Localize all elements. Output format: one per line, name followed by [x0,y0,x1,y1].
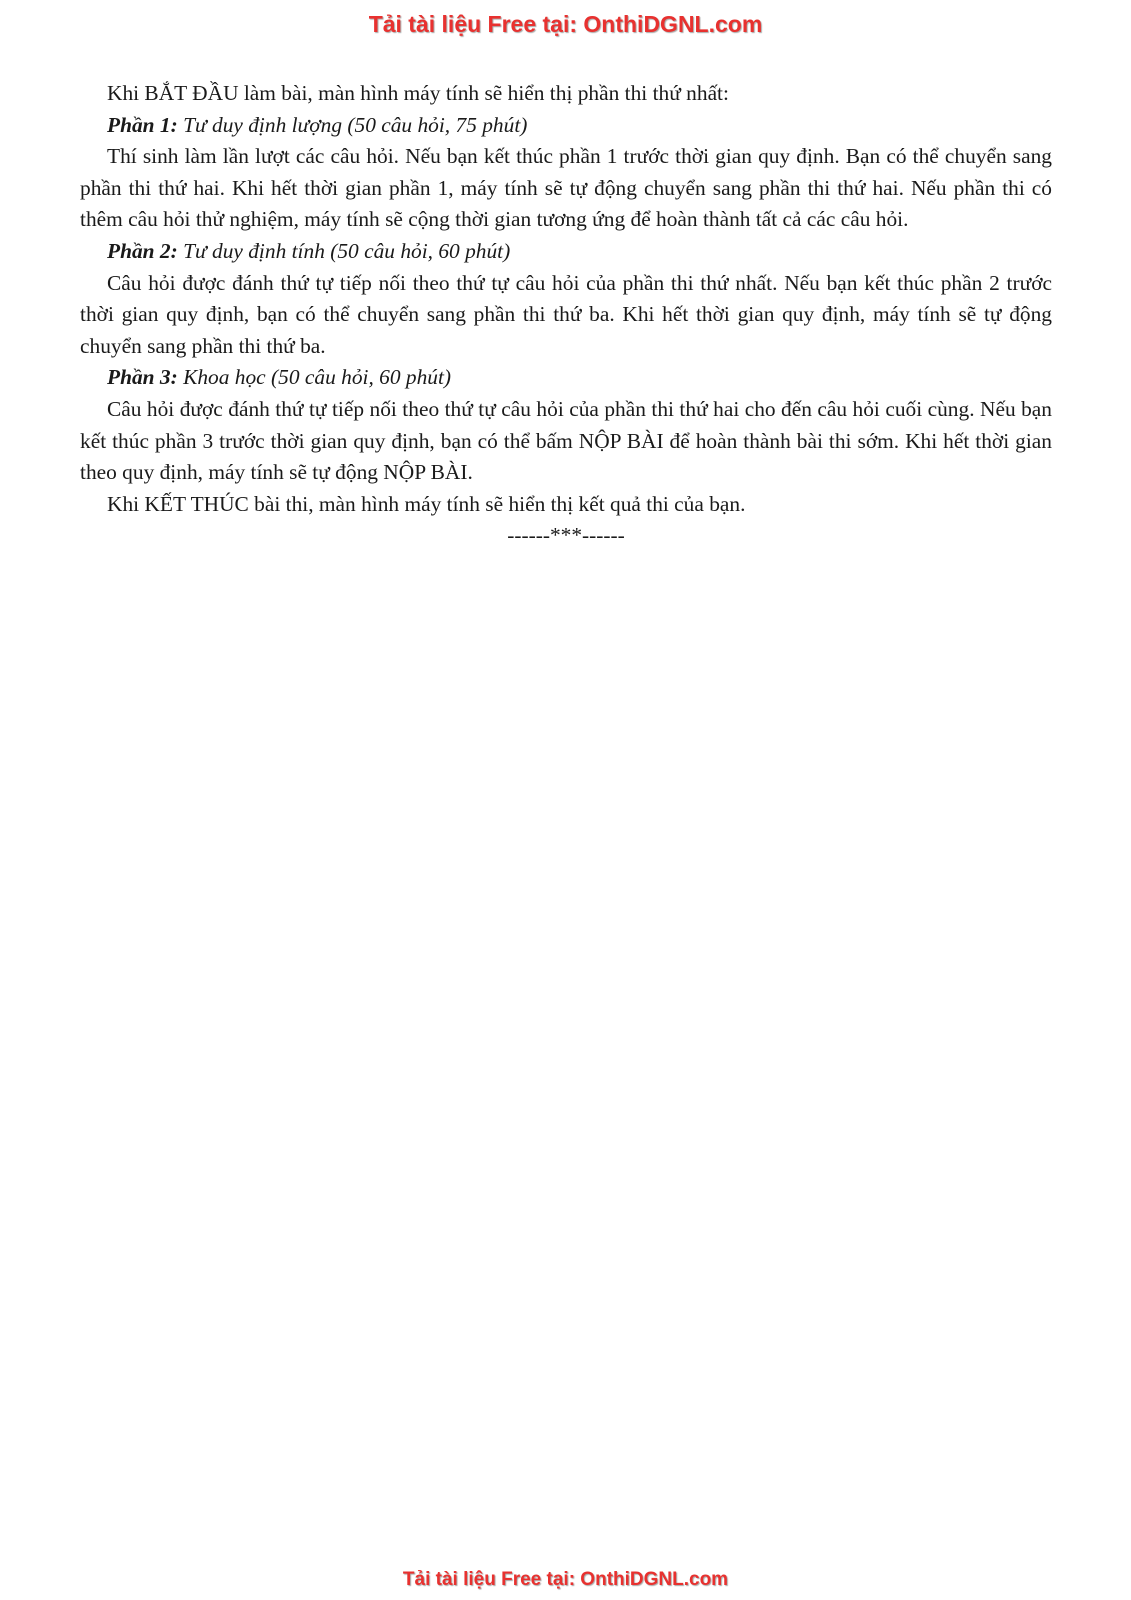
section-1-body: Thí sinh làm lần lượt các câu hỏi. Nếu bạn kết thúc phần 1 trước thời gian quy định. Bạn có thể chuyển sang phần thi thứ hai. Khi hết thời gian phần 1, máy tính sẽ tự động chuyển sang phần thi thứ hai. Nếu phần thi có thêm câu hỏi thử nghiệm, máy tính sẽ cộng thời gian tương ứng để hoàn thành tất cả các câu hỏi. [80,144,1052,232]
section-3-body: Câu hỏi được đánh thứ tự tiếp nối theo thứ tự câu hỏi của phần thi thứ hai cho đến câu hỏi cuối cùng. Nếu bạn kết thúc phần 3 trước thời gian quy định, bạn có thể bấm NỘP BÀI để hoàn thành bài thi sớm. Khi hết thời gian theo quy định, máy tính sẽ tự động NỘP BÀI. [80,396,1052,485]
section-3-heading [80,362,1052,394]
section-2-heading [80,236,1052,268]
document-body [80,78,1052,552]
section-1-heading [80,110,1052,142]
section-1-label: Phần 1: [107,112,178,137]
closing-paragraph: Khi KẾT THÚC bài thi, màn hình máy tính sẽ hiển thị kết quả thi của bạn. [107,491,746,516]
section-1-title: Tư duy định lượng (50 câu hỏi, 75 phút) [183,112,528,137]
intro-paragraph: Khi BẮT ĐẦU làm bài, màn hình máy tính sẽ hiển thị phần thi thứ nhất: [107,81,729,105]
footer-banner[interactable]: Tải tài liệu Free tại: OnthiDGNL.com [402,1569,729,1590]
section-2-label: Phần 2: [107,238,178,263]
section-3-title: Khoa học (50 câu hỏi, 60 phút) [183,365,452,390]
section-2-body: Câu hỏi được đánh thứ tự tiếp nối theo thứ tự câu hỏi của phần thi thứ nhất. Nếu bạn kết thúc phần 2 trước thời gian quy định, bạn có thể chuyển sang phần thi thứ ba. Khi hết thời gian quy định, máy tính sẽ tự động chuyển sang phần thi thứ ba. [80,270,1052,358]
section-3-label: Phần 3: [107,365,178,390]
section-2-title: Tư duy định tính (50 câu hỏi, 60 phút) [183,238,511,263]
section-separator: ------***------ [507,523,625,548]
header-banner[interactable]: Tải tài liệu Free tại: OnthiDGNL.com [368,11,763,37]
